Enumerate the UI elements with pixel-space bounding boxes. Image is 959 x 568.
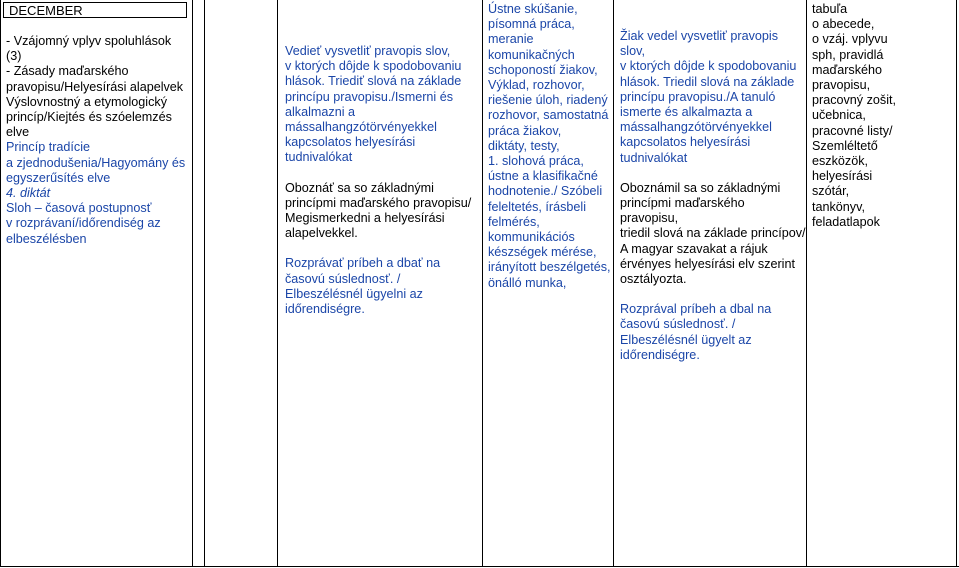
column-divider [613, 0, 614, 566]
column-divider [806, 0, 807, 566]
tools-cell [812, 2, 952, 230]
topics-cell [6, 34, 190, 247]
methods-cell [488, 2, 612, 291]
outcome-paragraph: Rozprával príbeh a dbal na časovú súslednosť. / Elbeszélésnél ügyelt az időrendiségre. [620, 302, 772, 362]
outcomes-cell [620, 29, 806, 363]
topic-line: Výslovnostný a etymologický princíp/Kiejtés és szóelemzés elve [6, 94, 172, 140]
outcome-paragraph: Žiak vedel vysvetliť pravopis slov, v ktorých dôjde k spodobovaniu hlások. Triedil slová na základe princípu pravopisu./A tanuló ismerte és alkalmazta a mássalhangzótörvényekkel kapcsolatos helyesírási tudnivalókat [620, 29, 797, 165]
outcome-paragraph: Oboznámil sa so základnými princípmi maďarského pravopisu, triedil slová na základe princípov/ A magyar szavakat a rájuk érvényes helyesírási elv szerint osztályozta. [620, 180, 806, 287]
topic-line: - Zásady maďarského pravopisu/Helyesírási alapelvek [6, 64, 184, 94]
methods-text: Ústne skúšanie, písomná práca, meranie komunikačných schopoností žiakov, Výklad, rozhovor, riešenie úloh, riadený rozhovor, samostatná práca žiakov, diktáty, testy, 1. slohová práca, ústne a klasifikačné hodnotenie./ Szóbeli feleltetés, írásbeli felmérés, kommunikációs készségek mérése, irányított beszélgetés, önálló munka, [488, 2, 611, 290]
column-divider [204, 0, 205, 566]
topic-line: - Vzájomný vplyv spoluhlások (3) [6, 34, 172, 64]
sloh-topic: Sloh – časová postupnosť v rozprávaní/időrendiség az elbeszélésben [6, 201, 161, 246]
goal-paragraph: Rozprávať príbeh a dbať na časovú súslednosť. / Elbeszélésnél ügyelni az időrendiségre. [285, 256, 441, 317]
column-divider [277, 0, 278, 566]
column-divider [482, 0, 483, 566]
tools-text: tabuľa o abecede, o vzáj. vplyvu sph, pravidlá maďarského pravopisu, pracovný zošit, učebnica, pracovné listy/ Szemléltető eszközök, helyesírási szótár, tankönyv, feladatlapok [812, 2, 896, 229]
topic-line: Princíp tradície a zjednodušenia/Hagyomány és egyszerűsítés elve [6, 140, 186, 185]
dictation-label: 4. diktát [6, 186, 51, 201]
table-border-right [956, 0, 957, 566]
goal-paragraph: Oboznáť sa so základnými princípmi maďarského pravopisu/ Megismerkedni a helyesírási alapelvekkel. [285, 180, 472, 241]
goal-paragraph: Vedieť vysvetliť pravopis slov, v ktorých dôjde k spodobovaniu hlások. Triediť slová na základe princípu pravopisu./Ismerni és alkalmazni a mássalhangzótörvényekkel kapcsolatos helyesírási tudnivalókat [285, 44, 462, 165]
goals-cell [285, 44, 480, 317]
table-border-bottom [0, 566, 959, 567]
month-label: DECEMBER [3, 2, 187, 18]
column-divider [192, 0, 193, 566]
table-border-left [0, 0, 1, 566]
